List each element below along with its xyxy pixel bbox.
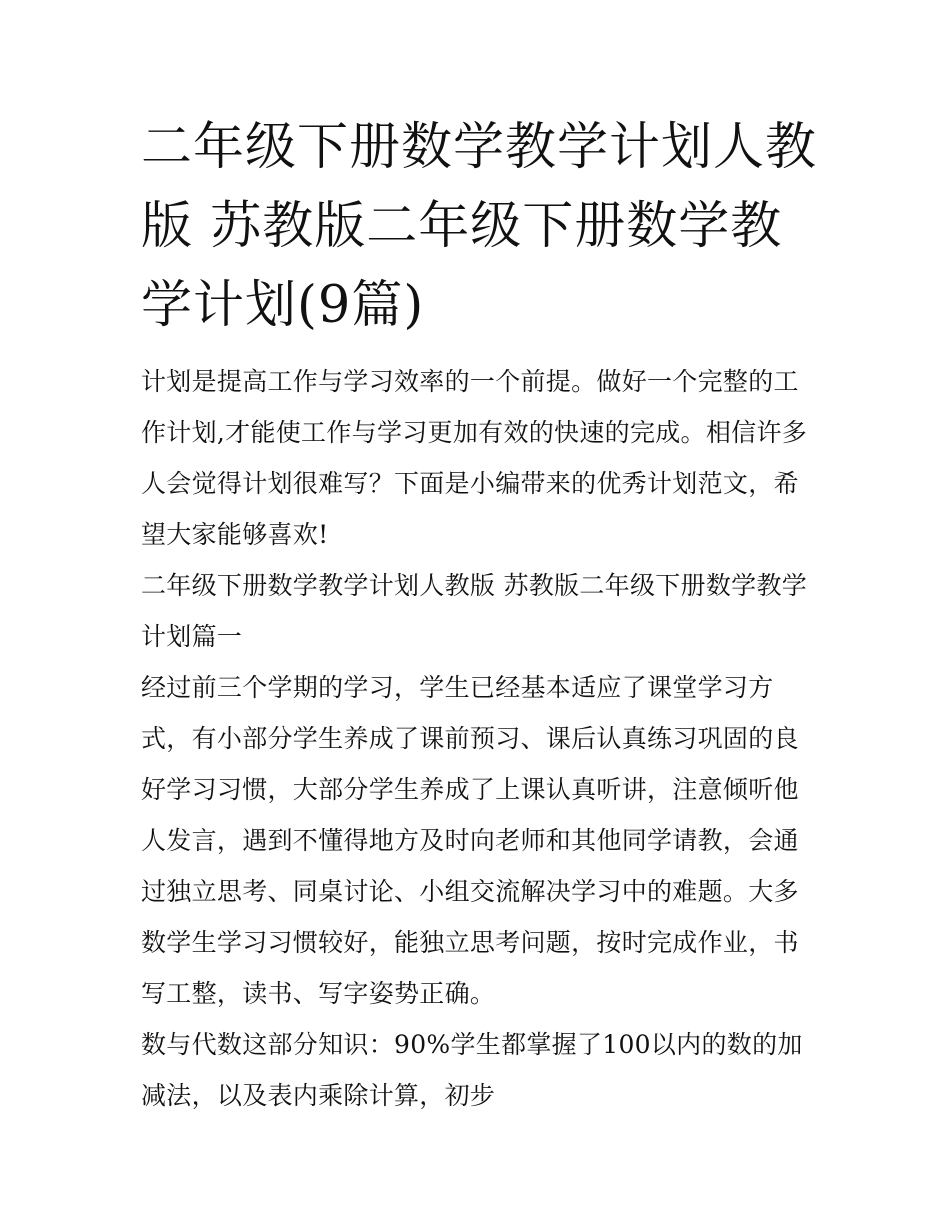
body-paragraph: 数与代数这部分知识：90%学生都掌握了100以内的数的加减法，以及表内乘除计算，初步: [141, 1030, 803, 1110]
document-title: 二年级下册数学教学计划人教版 苏教版二年级下册数学教学计划(9篇): [141, 118, 818, 335]
document-body: [141, 356, 821, 1121]
section-heading: 二年级下册数学教学计划人教版 苏教版二年级下册数学教学计划篇一: [141, 571, 808, 651]
body-paragraph: 经过前三个学期的学习，学生已经基本适应了课堂学习方式，有小部分学生养成了课前预习、课后认真练习巩固的良好学习习惯，大部分学生养成了上课认真听讲，注意倾听他人发言，遇到不懂得地方及时向老师和其他同学请教，会通过独立思考、同桌讨论、小组交流解决学习中的难题。大多数学生学习习惯较好，能独立思考问题，按时完成作业，书写工整，读书、写字姿势正确。: [141, 673, 799, 1008]
intro-paragraph: 计划是提高工作与学习效率的一个前提。做好一个完整的工作计划,才能使工作与学习更加有效的快速的完成。相信许多人会觉得计划很难写？下面是小编带来的优秀计划范文，希望大家能够喜欢!: [141, 367, 808, 549]
